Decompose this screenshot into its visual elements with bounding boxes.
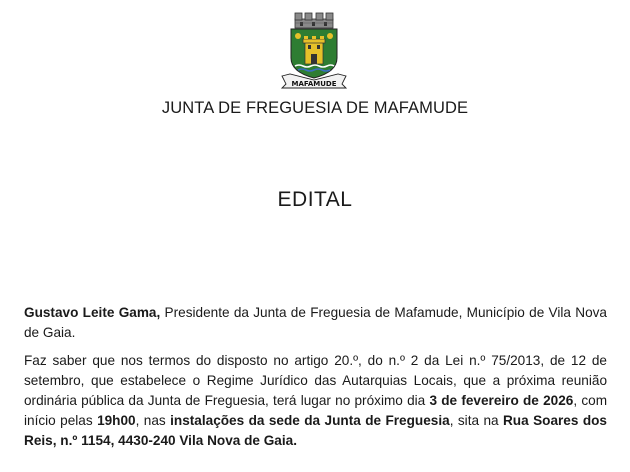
paragraph-announcement <box>24 351 607 451</box>
president-name: Gustavo Leite Gama, <box>24 305 161 320</box>
mafamude-crest-logo <box>268 6 360 90</box>
president-role: Presidente da Junta de Freguesia de Mafamude, Município de Vila Nova de Gaia. <box>24 305 607 340</box>
announcement-text-3: , nas <box>135 413 171 428</box>
crest-banner-text: MAFAMUDE <box>291 80 337 88</box>
announcement-text-4: , sita na <box>449 413 503 428</box>
mural-crown-icon <box>295 13 333 28</box>
meeting-address: Rua Soares dos Reis, n.º 1154, 4430-240 Vila Nova de Gaia. <box>24 413 607 448</box>
issuer-heading: JUNTA DE FREGUESIA DE MAFAMUDE <box>161 99 469 117</box>
meeting-time: 19h00 <box>97 413 136 428</box>
meeting-date: 3 de fevereiro de 2026 <box>429 393 574 408</box>
announcement-text-1: Faz saber que nos termos do disposto no artigo 20.º, do n.º 2 da Lei n.º 75/2013, de 12 de setembro, que estabelece o Regime Jurídico das Autarquias Locais, que a próxima reunião ordinária pública da Junta de Freguesia, terá lugar no próximo dia <box>24 353 607 408</box>
shield-icon <box>291 29 337 78</box>
announcement-text-2: , com início pelas <box>24 393 608 428</box>
meeting-venue: instalações da sede da Junta de Freguesia <box>170 413 450 428</box>
paragraph-issuer <box>24 303 607 343</box>
document-title: EDITAL <box>277 188 353 211</box>
